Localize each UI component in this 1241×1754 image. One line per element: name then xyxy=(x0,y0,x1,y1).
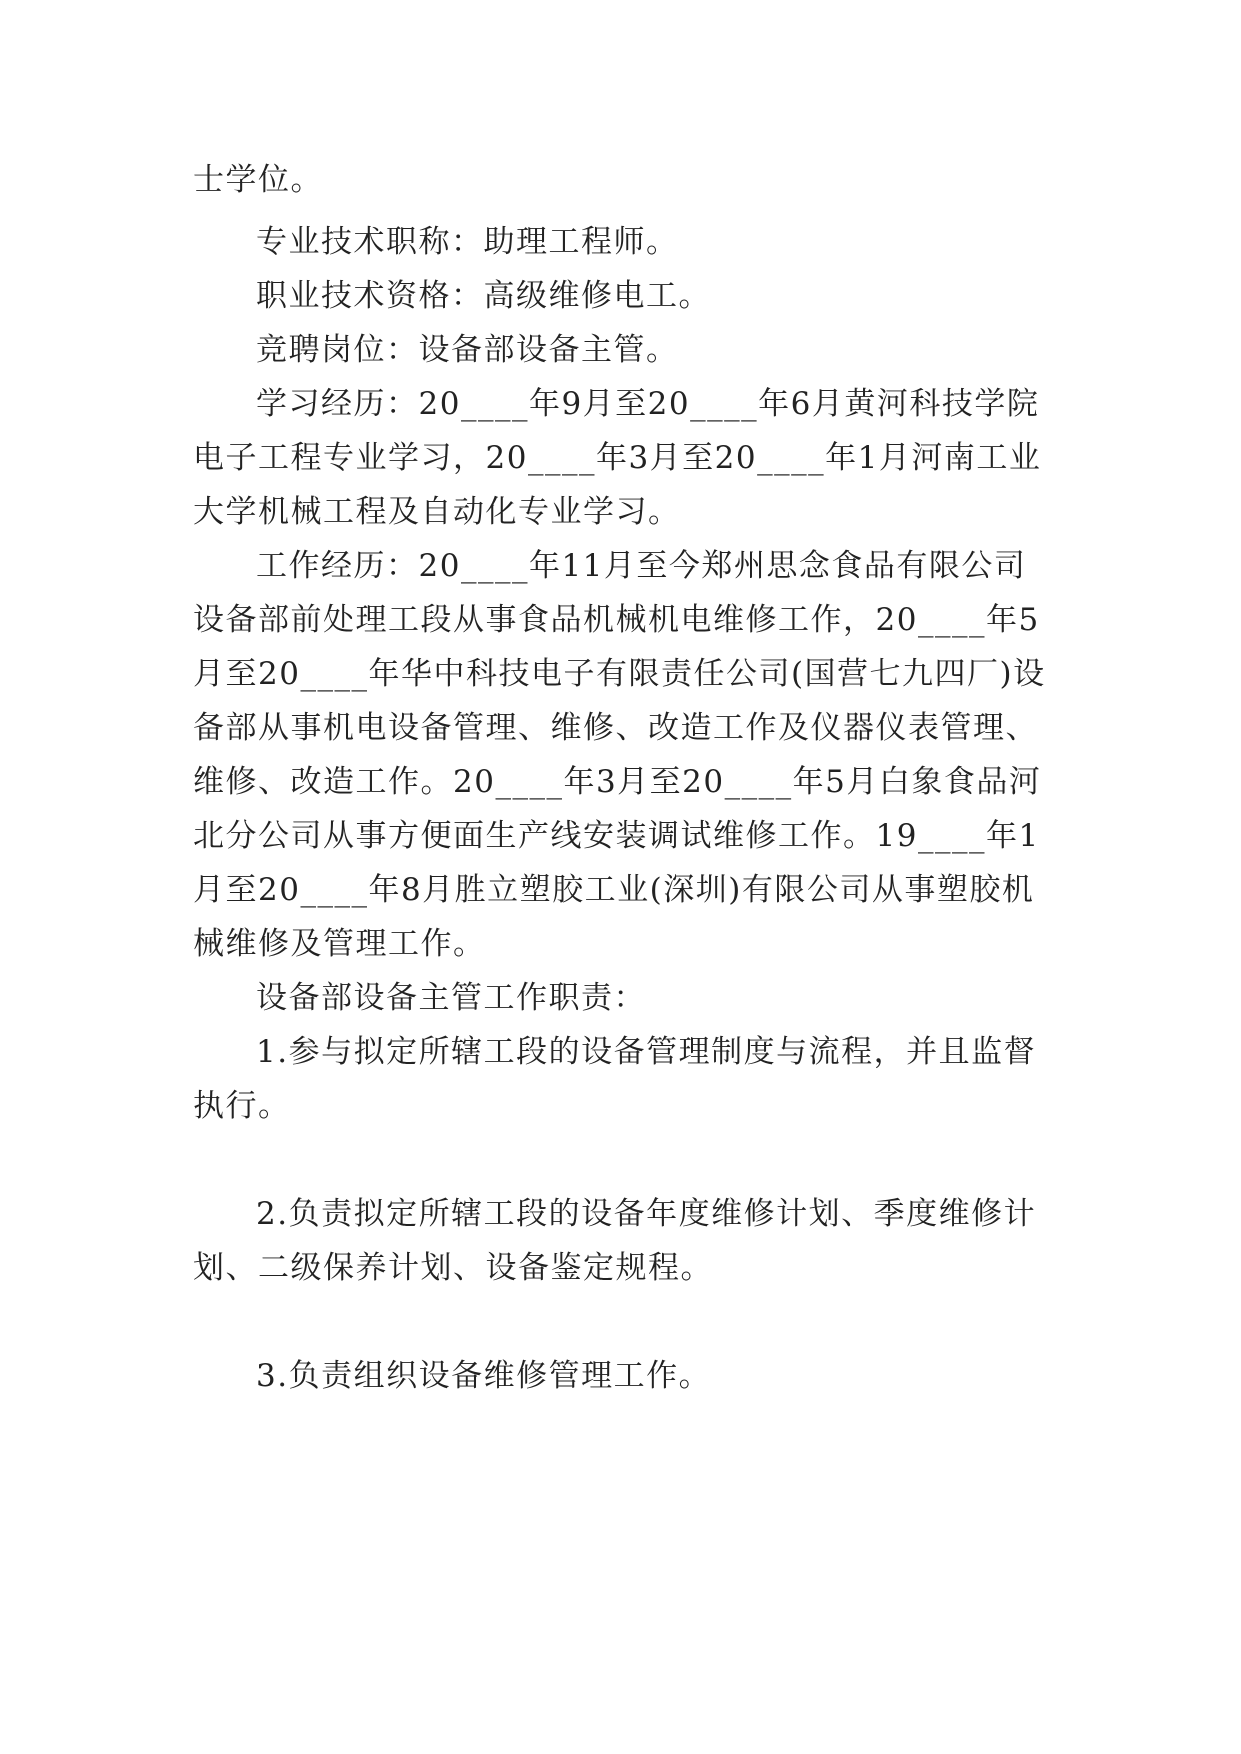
text-line-duties-heading: 设备部设备主管工作职责： xyxy=(256,980,646,1016)
text-line: 维修、改造工作。20____年3月至20____年5月白象食品河 xyxy=(193,764,1042,800)
text-line: 北分公司从事方便面生产线安装调试维修工作。19____年1 xyxy=(193,818,1040,854)
text-line: 月至20____年8月胜立塑胶工业(深圳)有限公司从事塑胶机 xyxy=(193,872,1035,908)
text-line: 备部从事机电设备管理、维修、改造工作及仪器仪表管理、 xyxy=(193,710,1038,746)
text-line: 大学机械工程及自动化专业学习。 xyxy=(193,494,681,530)
text-line: 械维修及管理工作。 xyxy=(193,926,486,962)
text-line: 设备部前处理工段从事食品机械机电维修工作，20____年5 xyxy=(193,602,1040,638)
text-line-education: 学习经历：20____年9月至20____年6月黄河科技学院 xyxy=(256,386,1040,422)
text-line-work-experience: 工作经历：20____年11月至今郑州思念食品有限公司 xyxy=(256,548,1027,584)
duty-item-2: 2.负责拟定所辖工段的设备年度维修计划、季度维修计 xyxy=(256,1196,1037,1232)
text-line: 划、二级保养计划、设备鉴定规程。 xyxy=(193,1250,713,1286)
text-line: 电子工程专业学习，20____年3月至20____年1月河南工业 xyxy=(193,440,1042,476)
text-line: 士学位。 xyxy=(193,162,323,198)
text-line: 月至20____年华中科技电子有限责任公司(国营七九四厂)设 xyxy=(193,656,1046,692)
duty-item-3: 3.负责组织设备维修管理工作。 xyxy=(256,1358,712,1394)
text-line-title: 专业技术职称：助理工程师。 xyxy=(256,224,679,260)
text-line-position: 竞聘岗位：设备部设备主管。 xyxy=(256,332,679,368)
duty-item-1: 1.参与拟定所辖工段的设备管理制度与流程，并且监督 xyxy=(256,1034,1037,1070)
text-line-qualification: 职业技术资格：高级维修电工。 xyxy=(256,278,711,314)
text-line: 执行。 xyxy=(193,1088,291,1124)
